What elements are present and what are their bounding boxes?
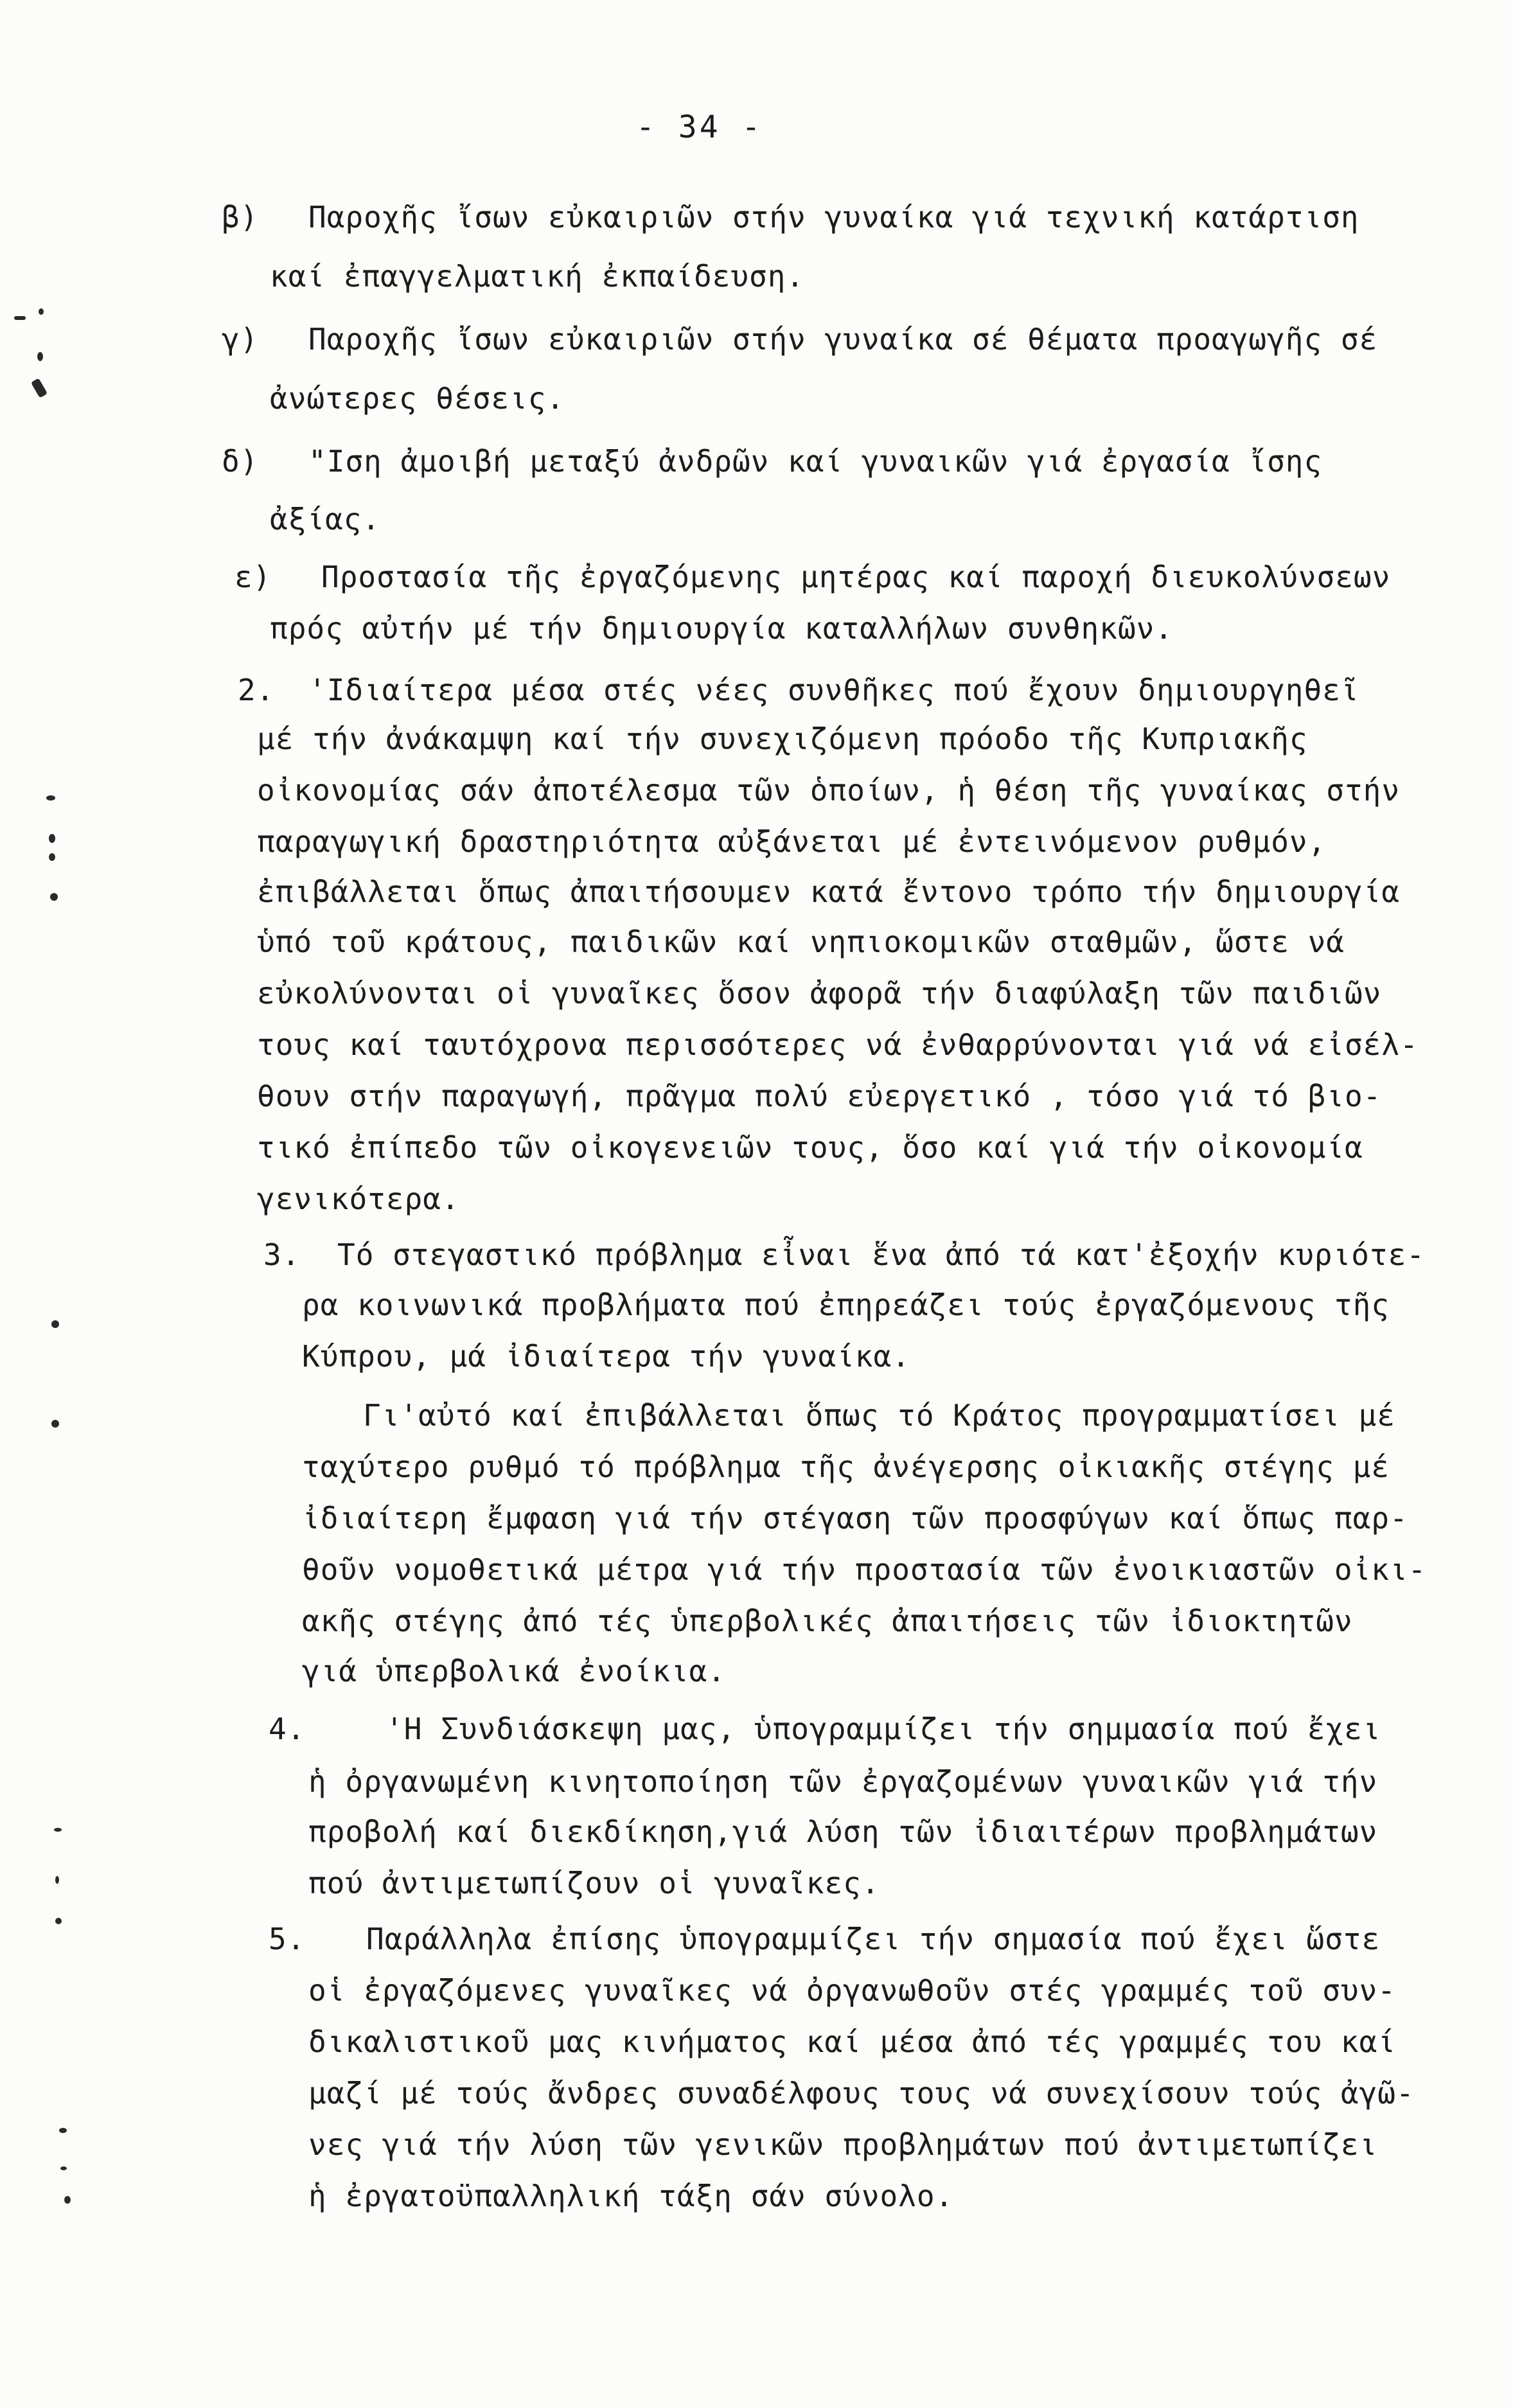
scan-speck (55, 1876, 59, 1884)
scan-speck (59, 2128, 67, 2133)
paragraph-2-line-1: 'Ιδιαίτερα μέσα στές νέες συνθῆκες πού ἔχουν δημιουργηθεῖ (308, 673, 1359, 707)
paragraph-3b-line-1: Γι'αὐτό καί ἐπιβάλλεται ὅπως τό Κράτος προγραμματίσει μέ (363, 1398, 1395, 1433)
paragraph-2-line-6: ὑπό τοῦ κράτους, παιδικῶν καί νηπιοκομικῶν σταθμῶν, ὥστε νά (257, 925, 1345, 959)
paragraph-2-line-2: μέ τήν ἀνάκαμψη καί τήν συνεχιζόμενη πρόοδο τῆς Κυπριακῆς (257, 722, 1308, 756)
paragraph-3b-line-4: θοῦν νομοθετικά μέτρα γιά τήν προστασία τῶν ἐνοικιαστῶν οἰκι- (302, 1552, 1427, 1587)
item-e-line-2: πρός αὐτήν μέ τήν δημιουργία καταλλήλων συνθηκῶν. (270, 611, 1174, 646)
paragraph-2-line-3: οἰκονομίας σάν ἀποτέλεσμα τῶν ὁποίων, ἡ θέση τῆς γυναίκας στήν (257, 773, 1401, 808)
scan-speck (14, 316, 26, 320)
item-b-line-1: Παροχῆς ἴσων εὐκαιριῶν στήν γυναίκα γιά τεχνική κατάρτιση (308, 200, 1359, 235)
scan-speck (51, 1320, 59, 1328)
paragraph-3-line-2: ρα κοινωνικά προβλήματα πού ἐπηρεάζει τούς ἐργαζόμενους τῆς (302, 1288, 1390, 1322)
paragraph-3b-line-5: ακῆς στέγης ἀπό τές ὑπερβολικές ἀπαιτήσεις τῶν ἰδιοκτητῶν (302, 1604, 1353, 1638)
paragraph-2-number: 2. (238, 673, 275, 707)
paragraph-2-line-4: παραγωγική δραστηριότητα αὐξάνεται μέ ἐντεινόμενον ρυθμόν, (257, 824, 1327, 859)
item-b-label: β) (222, 200, 259, 235)
item-b-line-2: καί ἐπαγγελματική ἐκπαίδευση. (270, 259, 805, 294)
scan-speck (64, 2196, 71, 2204)
scan-speck (39, 308, 44, 315)
scan-speck (46, 795, 55, 801)
item-d-line-2: ἀξίας. (270, 502, 381, 536)
paragraph-5-line-4: μαζί μέ τούς ἄνδρες συναδέλφους τους νά συνεχίσουν τούς ἀγῶ- (308, 2076, 1415, 2111)
paragraph-3-line-3: Κύπρου, μά ἰδιαίτερα τήν γυναίκα. (302, 1339, 910, 1374)
paragraph-2-line-11: γενικότερα. (257, 1182, 460, 1216)
item-d-label: δ) (222, 444, 259, 479)
paragraph-4-number: 4. (269, 1712, 306, 1746)
item-c-line-1: Παροχῆς ἴσων εὐκαιριῶν στήν γυναίκα σέ θέματα προαγωγῆς σέ (308, 322, 1378, 357)
page-number: - 34 - (636, 109, 763, 145)
paragraph-3-line-1: Τό στεγαστικό πρόβλημα εἶναι ἕνα ἀπό τά κατ'ἐξοχήν κυριότε- (337, 1237, 1425, 1272)
paragraph-2-line-9: θουν στήν παραγωγή, πρᾶγμα πολύ εὐεργετικό , τόσο γιά τό βιο- (257, 1079, 1382, 1113)
scan-speck (60, 2166, 67, 2170)
paragraph-3b-line-2: ταχύτερο ρυθμό τό πρόβλημα τῆς ἀνέγερσης οἰκιακῆς στέγης μέ (302, 1449, 1390, 1484)
paragraph-2-line-7: εὐκολύνονται οἱ γυναῖκες ὅσον ἀφορᾶ τήν διαφύλαξη τῶν παιδιῶν (257, 976, 1382, 1011)
scan-speck (31, 378, 48, 398)
paragraph-3b-line-3: ἰδιαίτερη ἔμφαση γιά τήν στέγαση τῶν προσφύγων καί ὅπως παρ- (302, 1501, 1408, 1536)
scan-speck (51, 1420, 59, 1428)
scan-speck (55, 1918, 62, 1924)
scan-speck (37, 352, 43, 361)
paragraph-4-line-3: προβολή καί διεκδίκηση,γιά λύση τῶν ἰδιαιτέρων προβλημάτων (308, 1814, 1378, 1849)
scan-speck (54, 1828, 62, 1832)
paragraph-4-line-2: ἡ ὀργανωμένη κινητοποίηση τῶν ἐργαζομένων γυναικῶν γιά τήν (308, 1764, 1378, 1799)
paragraph-4-line-4: πού ἀντιμετωπίζουν οἱ γυναῖκες. (308, 1866, 880, 1900)
scan-speck (49, 834, 55, 843)
paragraph-3-number: 3. (263, 1237, 301, 1272)
paragraph-5-line-1: Παράλληλα ἐπίσης ὑπογραμμίζει τήν σημασία πού ἔχει ὥστε (366, 1922, 1381, 1956)
paragraph-5-line-3: δικαλιστικοῦ μας κινήματος καί μέσα ἀπό τές γραμμές του καί (308, 2024, 1396, 2059)
item-c-line-2: ἀνώτερες θέσεις. (270, 381, 565, 416)
paragraph-3b-line-6: γιά ὑπερβολικά ἐνοίκια. (302, 1654, 726, 1688)
paragraph-4-line-1: 'Η Συνδιάσκεψη μας, ὑπογραμμίζει τήν σημμασία πού ἔχει (385, 1712, 1381, 1746)
item-d-line-1: "Ιση ἀμοιβή μεταξύ ἀνδρῶν καί γυναικῶν γιά ἐργασία ἴσης (308, 444, 1323, 479)
paragraph-5-line-2: οἱ ἐργαζόμενες γυναῖκες νά ὀργανωθοῦν στές γραμμές τοῦ συν- (308, 1973, 1396, 2008)
paragraph-5-number: 5. (269, 1922, 306, 1956)
paragraph-5-line-5: νες γιά τήν λύση τῶν γενικῶν προβλημάτων πού ἀντιμετωπίζει (308, 2127, 1378, 2162)
scan-speck (50, 893, 58, 901)
paragraph-2-line-10: τικό ἐπίπεδο τῶν οἰκογενειῶν τους, ὅσο καί γιά τήν οἰκονομία (257, 1130, 1363, 1165)
scan-speck (49, 853, 55, 861)
item-c-label: γ) (222, 322, 259, 357)
item-e-line-1: Προστασία τῆς ἐργαζόμενης μητέρας καί παροχή διευκολύνσεων (321, 560, 1391, 594)
paragraph-5-line-6: ἡ ἐργατοϋπαλληλική τάξη σάν σύνολο. (308, 2179, 954, 2213)
paragraph-2-line-8: τους καί ταυτόχρονα περισσότερες νά ἐνθαρρύνονται γιά νά εἰσέλ- (257, 1027, 1419, 1062)
item-e-label: ε) (234, 560, 272, 594)
paragraph-2-line-5: ἐπιβάλλεται ὅπως ἀπαιτήσουμεν κατά ἔντονο τρόπο τήν δημιουργία (257, 874, 1401, 909)
